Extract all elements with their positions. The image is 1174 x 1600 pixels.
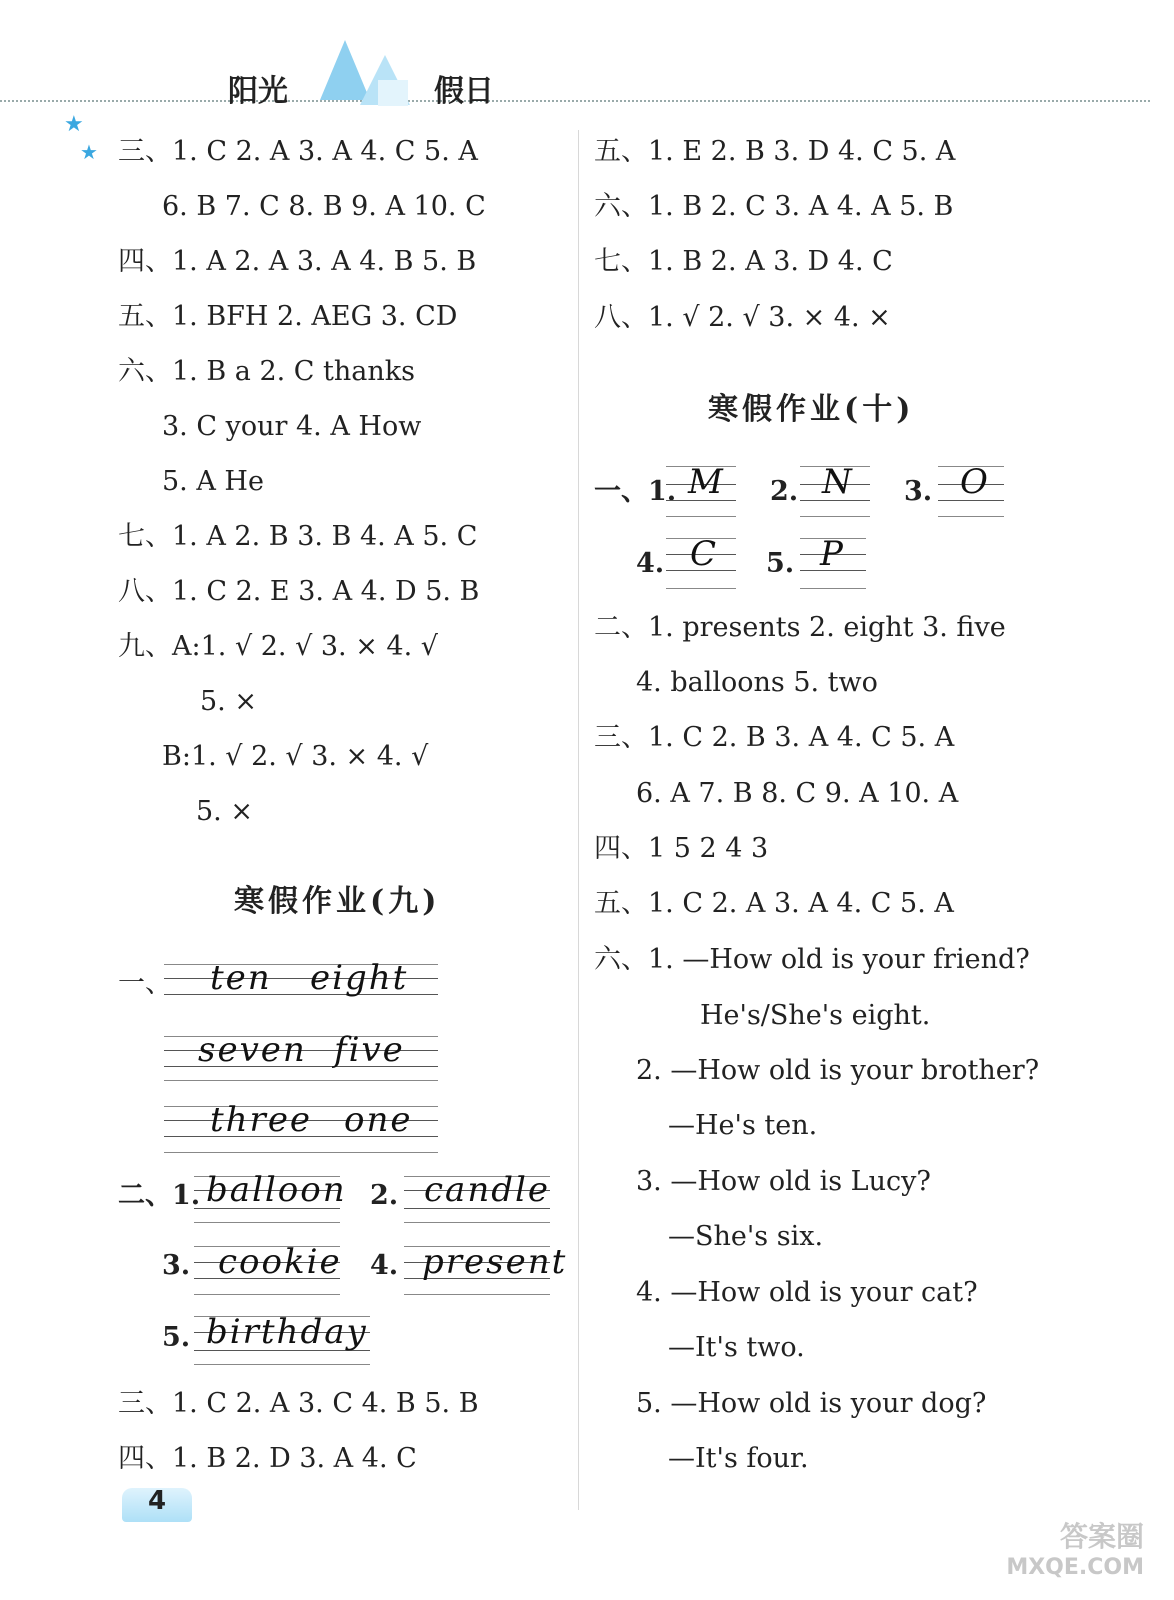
answer-row: 八、1. C 2. E 3. A 4. D 5. B — [118, 576, 480, 607]
answer-row: —She's six. — [668, 1221, 824, 1252]
answer-row: 六、1. B a 2. C thanks — [118, 356, 415, 387]
question-number: 3. — [162, 1250, 191, 1281]
answer-row: 九、A:1. √ 2. √ 3. × 4. √ — [118, 631, 438, 662]
header-title-left: 阳光 — [228, 74, 288, 109]
answer-row: 三、1. C 2. A 3. A 4. C 5. A — [118, 136, 478, 167]
answer-row: 三、1. C 2. B 3. A 4. C 5. A — [594, 722, 955, 753]
handwritten-word: candle — [424, 1170, 550, 1210]
answer-row: 6. A 7. B 8. C 9. A 10. A — [636, 778, 959, 809]
question-label: 一、1. — [594, 476, 677, 507]
answer-row: 3. C your 4. A How — [162, 411, 422, 442]
handwritten-word: present — [422, 1242, 568, 1282]
star-icon: ★ — [64, 112, 84, 137]
handwritten-word: birthday — [206, 1312, 368, 1352]
tree-decoration — [300, 40, 430, 110]
answer-row: 3. —How old is Lucy? — [636, 1166, 931, 1197]
question-number: 3. — [904, 476, 933, 507]
answer-row: 5. × — [196, 796, 253, 827]
answer-row: —He's ten. — [668, 1110, 818, 1141]
answer-row: 七、1. B 2. A 3. D 4. C — [594, 246, 893, 277]
writing-line — [404, 1294, 550, 1295]
handwritten-letter: C — [690, 534, 719, 574]
writing-line — [938, 516, 1004, 517]
header-dotted-line — [0, 100, 1150, 102]
question-number: 2. — [770, 476, 799, 507]
answer-row: 六、1. B 2. C 3. A 4. A 5. B — [594, 191, 954, 222]
watermark-logo-text: 答案圈 — [1059, 1520, 1144, 1553]
handwritten-word: three — [210, 1100, 313, 1140]
answer-row: 4. —How old is your cat? — [636, 1277, 978, 1308]
handwritten-letter: N — [822, 462, 854, 502]
question-number: 2. — [370, 1180, 399, 1211]
answer-row: He's/She's eight. — [700, 1000, 931, 1031]
writing-line — [194, 1294, 340, 1295]
header-title-right: 假日 — [434, 74, 494, 109]
section-title-10: 寒假作业(十) — [708, 392, 915, 427]
answer-row: 四、1. B 2. D 3. A 4. C — [118, 1443, 417, 1474]
handwritten-word: five — [334, 1030, 405, 1070]
handwritten-word: ten — [210, 958, 272, 998]
handwritten-word: eight — [310, 958, 409, 998]
section-title-9: 寒假作业(九) — [234, 884, 441, 919]
watermark — [1006, 1515, 1144, 1580]
writing-line — [164, 1080, 438, 1081]
handwritten-word: balloon — [206, 1170, 347, 1210]
answer-row: 五、1. E 2. B 3. D 4. C 5. A — [594, 136, 956, 167]
answer-row: 七、1. A 2. B 3. B 4. A 5. C — [118, 521, 478, 552]
answer-row: 四、1. A 2. A 3. A 4. B 5. B — [118, 246, 477, 277]
answer-row: 五、1. C 2. A 3. A 4. C 5. A — [594, 888, 954, 919]
column-divider — [578, 130, 579, 1510]
question-label: 二、1. — [118, 1180, 201, 1211]
answer-row: 四、1 5 2 4 3 — [594, 833, 769, 864]
handwritten-letter: M — [688, 462, 725, 502]
writing-line — [800, 516, 870, 517]
writing-line — [194, 1222, 340, 1223]
writing-line — [666, 516, 736, 517]
answer-row: 6. B 7. C 8. B 9. A 10. C — [162, 191, 486, 222]
question-number: 5. — [162, 1322, 191, 1353]
answer-row: B:1. √ 2. √ 3. × 4. √ — [162, 741, 429, 772]
star-icon: ★ — [80, 140, 98, 164]
writing-line — [164, 1152, 438, 1153]
answer-row: 六、1. —How old is your friend? — [594, 944, 1030, 975]
answer-row: 2. —How old is your brother? — [636, 1055, 1040, 1086]
answer-row: 5. A He — [162, 466, 264, 497]
handwritten-letter: O — [960, 462, 990, 502]
answer-row: 5. × — [200, 686, 257, 717]
handwritten-word: seven — [198, 1030, 307, 1070]
answer-row: 三、1. C 2. A 3. C 4. B 5. B — [118, 1388, 479, 1419]
question-number: 4. — [636, 548, 665, 579]
answer-row: 二、1. presents 2. eight 3. five — [594, 612, 1006, 643]
writing-line — [194, 1364, 370, 1365]
handwritten-word: one — [344, 1100, 413, 1140]
watermark-url: MXQE.COM — [1006, 1555, 1144, 1580]
answer-row: 4. balloons 5. two — [636, 667, 878, 698]
page-number: 4 — [148, 1486, 167, 1516]
question-number: 5. — [766, 548, 795, 579]
writing-line — [800, 588, 866, 589]
handwritten-word: cookie — [218, 1242, 342, 1282]
writing-line — [666, 588, 736, 589]
answer-row: 八、1. √ 2. √ 3. × 4. × — [594, 302, 891, 333]
answer-row: —It's four. — [668, 1443, 809, 1474]
answer-row: —It's two. — [668, 1332, 805, 1363]
writing-line — [404, 1222, 550, 1223]
handwritten-letter: P — [820, 534, 845, 574]
question-number: 4. — [370, 1250, 399, 1281]
question-label: 一、 — [118, 968, 172, 999]
answer-row: 5. —How old is your dog? — [636, 1388, 987, 1419]
answer-row: 五、1. BFH 2. AEG 3. CD — [118, 301, 458, 332]
